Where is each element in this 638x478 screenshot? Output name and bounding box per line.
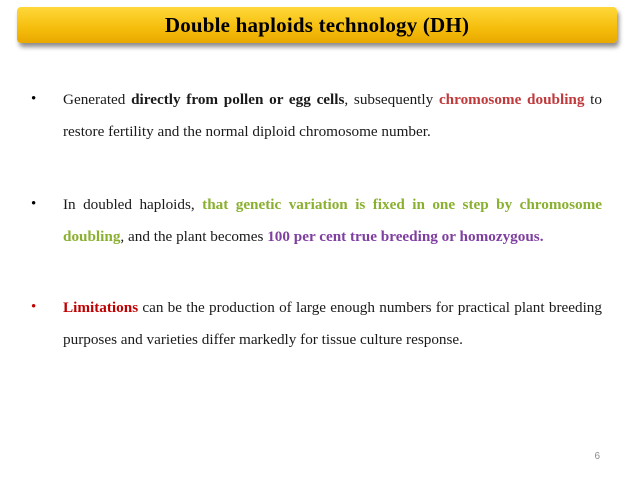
text-run: Generated (63, 91, 132, 108)
slide-number: 6 (594, 451, 600, 462)
highlight-limitations: Limitations (63, 299, 139, 316)
title-banner (17, 7, 617, 43)
text-run: to restore fertility and the normal diploid chromosome number. (63, 91, 602, 140)
text-run: can be the production of large enough numbers for practical plant breeding purposes and varieties differ markedly for tissue culture response. (63, 299, 602, 348)
bullet-item-generation (27, 84, 602, 147)
bullet-item-doubled-haploids (27, 189, 602, 252)
text-run: In doubled haploids, (63, 196, 203, 213)
bullet-dot-icon: • (31, 91, 37, 107)
text-run: , and the plant becomes (120, 227, 268, 245)
highlight-genetic-variation: that genetic variation is fixed in one step by chromosome doubling (63, 196, 602, 245)
bullet-list (27, 84, 602, 355)
highlight-true-breeding: 100 per cent true breeding or homozygous. (267, 227, 544, 245)
bullet-dot-icon: • (31, 196, 37, 212)
highlight-pollen-egg: directly from pollen or egg cells (131, 91, 345, 108)
text-run: , subsequently (344, 91, 439, 108)
bullet-item-limitations (27, 292, 602, 355)
slide-title: Double haploids technology (DH) (164, 12, 470, 37)
highlight-chromosome-doubling: chromosome doubling (438, 91, 585, 108)
bullet-dot-icon: • (31, 299, 37, 315)
